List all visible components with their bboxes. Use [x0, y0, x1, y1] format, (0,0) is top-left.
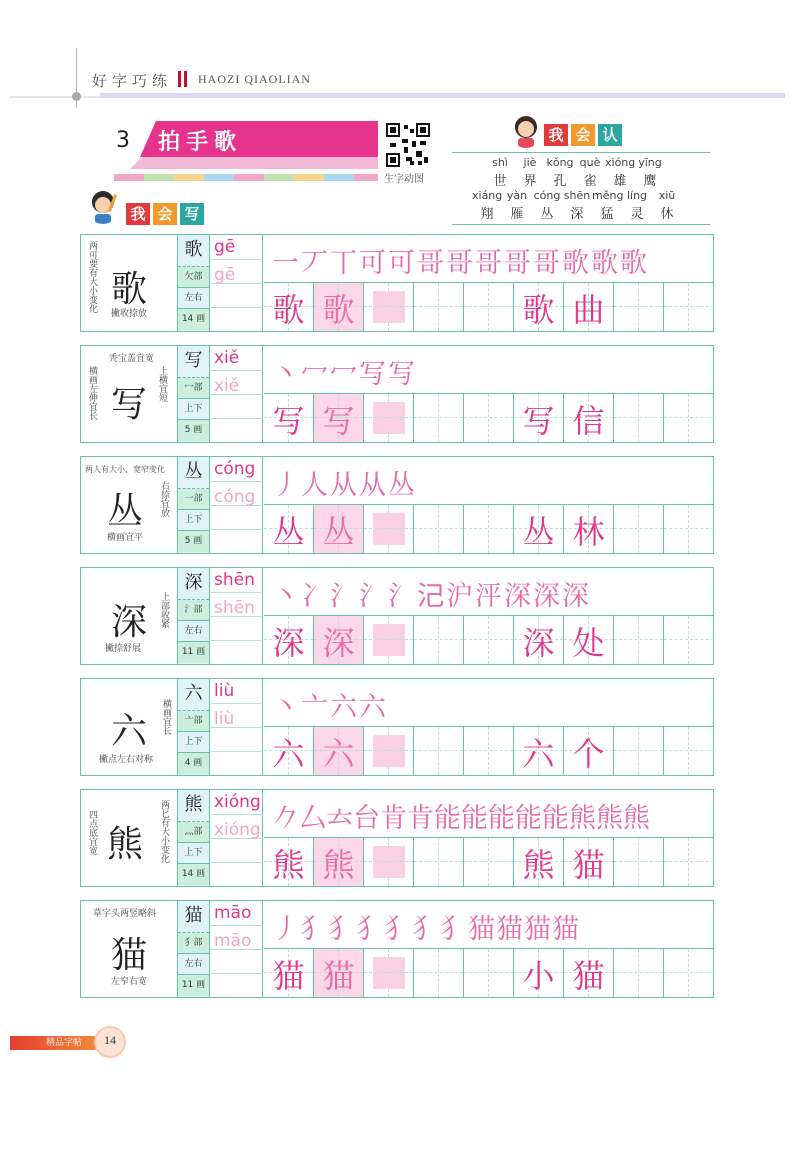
practice-cell[interactable]: 歌 [314, 283, 364, 331]
char-annotation: 左窄右宽 [111, 977, 148, 987]
stroke-sequence: 丶冖冖写写 [272, 359, 417, 390]
practice-cell[interactable] [464, 838, 514, 886]
pinyin-grid [211, 235, 263, 331]
recognize-item: què 雀 [579, 156, 601, 189]
side-char: 六 [178, 679, 209, 711]
practice-cell[interactable]: 小 [514, 949, 564, 997]
practice-cell[interactable] [664, 394, 714, 442]
char-annotation: 撇收捺放 [111, 309, 148, 319]
recognize-row-1 [485, 156, 665, 189]
practice-cell[interactable] [414, 727, 464, 775]
badge-hui: 会 [571, 124, 595, 146]
char-block-mao [80, 900, 714, 998]
pinyin-trace[interactable]: gē [214, 265, 236, 285]
recognize-item: yàn 雁 [506, 189, 528, 222]
practice-cell[interactable] [614, 616, 664, 664]
practice-cell[interactable]: 处 [564, 616, 614, 664]
practice-grid [264, 616, 714, 664]
recognize-item: xiū 休 [658, 189, 676, 222]
char-block-xie [80, 345, 714, 443]
radical-label: 冖部 [178, 378, 209, 399]
practice-cell[interactable] [664, 949, 714, 997]
practice-cell[interactable] [364, 394, 414, 442]
lesson-banner-shadow [130, 157, 378, 169]
practice-cell[interactable]: 林 [564, 505, 614, 553]
practice-cell[interactable] [464, 505, 514, 553]
practice-cell[interactable] [664, 283, 714, 331]
badge-wo: 我 [544, 124, 568, 146]
model-char: 熊 [107, 824, 144, 865]
pinyin: cóng [214, 459, 256, 479]
practice-cell[interactable] [464, 727, 514, 775]
pinyin-grid [211, 568, 263, 664]
char-info [81, 901, 178, 997]
char-info [81, 457, 178, 553]
practice-cell[interactable]: 熊 [264, 838, 314, 886]
practice-grid [264, 505, 714, 553]
badge-xie: 写 [180, 203, 204, 225]
practice-cell[interactable] [414, 394, 464, 442]
recognize-row-2 [472, 189, 682, 222]
practice-cell[interactable]: 深 [264, 616, 314, 664]
stroke-order-row [264, 790, 714, 838]
pinyin-grid [211, 790, 263, 886]
practice-cell[interactable] [664, 616, 714, 664]
lesson-stripe [114, 174, 378, 181]
char-annotation: 横画宜长 [161, 699, 171, 735]
qr-caption: 生字动图 [384, 174, 424, 185]
char-annotation: 右捺宜放 [159, 481, 169, 517]
practice-cell[interactable]: 写 [264, 394, 314, 442]
practice-cell[interactable]: 熊 [514, 838, 564, 886]
structure-label: 上下 [178, 843, 209, 864]
structure-label: 左右 [178, 954, 209, 975]
practice-cell[interactable] [614, 727, 664, 775]
girl-avatar-icon [510, 114, 542, 148]
stroke-sequence: 𠂊厶𠫓台肯肯能能能能能熊熊熊 [272, 803, 650, 834]
char-block-ge [80, 234, 714, 332]
practice-cell[interactable]: 猫 [314, 949, 364, 997]
recognize-item: kǒng 孔 [546, 156, 574, 189]
practice-cell[interactable] [614, 283, 664, 331]
stroke-sequence: 丶冫氵氵氵𣲆沪泙深深深 [272, 581, 591, 612]
practice-cell[interactable] [414, 838, 464, 886]
write-badges [126, 203, 204, 225]
radical-label: 犭部 [178, 933, 209, 954]
char-info [81, 235, 178, 331]
stroke-order-row [264, 457, 714, 505]
recognize-item: jiè 界 [523, 156, 537, 189]
structure-label: 上下 [178, 510, 209, 531]
practice-cell[interactable] [414, 283, 464, 331]
practice-cell[interactable]: 写 [514, 394, 564, 442]
radical-label: 灬部 [178, 822, 209, 843]
model-char: 歌 [111, 269, 148, 310]
char-info [81, 790, 178, 886]
char-annotation: 撇捺舒展 [105, 644, 142, 654]
practice-cell[interactable]: 丛 [514, 505, 564, 553]
stroke-count-label: 11 画 [178, 975, 209, 996]
stroke-sequence: 丿人从从丛 [272, 470, 417, 501]
stroke-order-row [264, 679, 714, 727]
char-side-panel [178, 457, 210, 553]
side-char: 猫 [178, 901, 209, 933]
stroke-order-row [264, 235, 714, 283]
char-block-shen [80, 567, 714, 665]
side-char: 深 [178, 568, 209, 600]
recognize-bottom-rule [452, 224, 710, 225]
qr-code-icon[interactable] [386, 123, 430, 167]
pinyin: xiě [214, 348, 240, 368]
practice-cell[interactable] [364, 283, 414, 331]
stroke-sequence: 一丆丅可可哥哥哥哥哥歌歌歌 [272, 248, 649, 279]
header-mark [178, 71, 187, 87]
model-char: 深 [111, 602, 148, 643]
pinyin: xióng [214, 792, 261, 812]
radical-label: 氵部 [178, 600, 209, 621]
pinyin: māo [214, 903, 252, 923]
stroke-count-label: 4 画 [178, 753, 209, 774]
radical-label: 欠部 [178, 267, 209, 288]
pinyin-trace[interactable]: xiě [214, 376, 240, 396]
char-side-panel [178, 901, 210, 997]
char-block-xiong [80, 789, 714, 887]
practice-cell[interactable]: 六 [514, 727, 564, 775]
practice-grid [264, 394, 714, 442]
structure-label: 左右 [178, 621, 209, 642]
char-info [81, 346, 178, 442]
structure-label: 上下 [178, 399, 209, 420]
model-char: 丛 [107, 491, 144, 532]
recognize-item: shēn 深 [563, 189, 591, 222]
practice-cell[interactable]: 猫 [564, 838, 614, 886]
char-annotation: 撇点左右对称 [99, 755, 154, 765]
structure-label: 左右 [178, 288, 209, 309]
practice-cell[interactable]: 歌 [264, 283, 314, 331]
char-info [81, 568, 178, 664]
pinyin-grid [211, 679, 263, 775]
practice-cell[interactable] [614, 838, 664, 886]
structure-label: 上下 [178, 732, 209, 753]
model-char: 猫 [111, 935, 148, 976]
side-char: 丛 [178, 457, 209, 489]
practice-cell[interactable] [614, 394, 664, 442]
practice-grid [264, 838, 714, 886]
practice-cell[interactable] [364, 949, 414, 997]
char-annotation: 草字头两竖略斜 [93, 909, 157, 919]
practice-cell[interactable]: 猫 [264, 949, 314, 997]
practice-cell[interactable] [464, 949, 514, 997]
char-side-panel [178, 679, 210, 775]
practice-cell[interactable]: 歌 [514, 283, 564, 331]
header-subtitle: HAOZI QIAOLIAN [198, 72, 311, 86]
recognize-item: cóng 丛 [533, 189, 561, 222]
char-annotation: 两匕有大小变化 [159, 800, 169, 863]
char-side-panel [178, 235, 210, 331]
char-side-panel [178, 568, 210, 664]
practice-cell[interactable] [364, 616, 414, 664]
char-annotation: 上横宜短 [157, 366, 167, 402]
stroke-count-label: 11 画 [178, 642, 209, 663]
pinyin-grid [211, 901, 263, 997]
page-number: 14 [104, 1033, 116, 1047]
stroke-count-label: 5 画 [178, 420, 209, 441]
char-annotation: 秃宝盖宜宽 [109, 354, 155, 364]
radical-label: 亠部 [178, 711, 209, 732]
char-info [81, 679, 178, 775]
practice-grid [264, 283, 714, 331]
practice-cell[interactable]: 深 [514, 616, 564, 664]
practice-cell[interactable] [664, 838, 714, 886]
recognize-top-rule [452, 152, 710, 153]
stroke-count-label: 5 画 [178, 531, 209, 552]
practice-cell[interactable]: 曲 [564, 283, 614, 331]
badge-wo: 我 [126, 203, 150, 225]
pinyin-trace[interactable]: shēn [214, 598, 255, 618]
pinyin-trace[interactable]: xióng [214, 820, 261, 840]
stroke-count-label: 14 画 [178, 864, 209, 885]
practice-cell[interactable] [614, 505, 664, 553]
pinyin: liù [214, 681, 235, 701]
practice-cell[interactable] [664, 505, 714, 553]
practice-cell[interactable] [414, 949, 464, 997]
char-block-cong [80, 456, 714, 554]
stroke-sequence: 丶亠六六 [272, 692, 388, 723]
pinyin-grid [211, 346, 263, 442]
side-char: 写 [178, 346, 209, 378]
char-annotation: 横画左伸宜长 [87, 366, 97, 420]
recognize-item: xiáng 翔 [472, 189, 503, 222]
boy-avatar-icon [86, 188, 120, 224]
model-char: 写 [111, 384, 148, 425]
practice-grid [264, 727, 714, 775]
practice-cell[interactable]: 深 [314, 616, 364, 664]
radical-label: 一部 [178, 489, 209, 510]
recognize-item: měng 猛 [592, 189, 624, 222]
char-annotation: 上部收紧 [159, 592, 169, 628]
pinyin: shēn [214, 570, 255, 590]
badge-hui: 会 [153, 203, 177, 225]
practice-cell[interactable]: 猫 [564, 949, 614, 997]
stroke-count-label: 14 画 [178, 309, 209, 330]
pinyin-grid [211, 457, 263, 553]
practice-cell[interactable] [464, 283, 514, 331]
footer-label: 精品字帖 [46, 1038, 83, 1048]
practice-cell[interactable] [664, 727, 714, 775]
pinyin: gē [214, 237, 236, 257]
side-char: 熊 [178, 790, 209, 822]
char-annotation: 两人有大小、宽窄变化 [85, 465, 165, 474]
stroke-sequence: 丿犭犭犭犭犭犭猫猫猫猫 [272, 914, 580, 945]
header-dot [72, 92, 81, 101]
pinyin-trace[interactable]: māo [214, 931, 252, 951]
char-annotation: 四点底宜宽 [87, 810, 97, 855]
practice-grid [264, 949, 714, 997]
recognize-item: líng 灵 [626, 189, 648, 222]
recognize-item: shì 世 [492, 156, 508, 189]
lesson-title: 拍手歌 [158, 130, 243, 155]
practice-cell[interactable] [364, 727, 414, 775]
stroke-order-row [264, 901, 714, 949]
practice-cell[interactable] [464, 394, 514, 442]
stroke-order-row [264, 568, 714, 616]
char-annotation: 两可要有大小变化 [87, 241, 97, 313]
practice-cell[interactable]: 六 [314, 727, 364, 775]
pinyin-trace[interactable]: liù [214, 709, 235, 729]
header-band [100, 93, 785, 98]
practice-cell[interactable] [364, 838, 414, 886]
char-side-panel [178, 346, 210, 442]
pinyin-trace[interactable]: cóng [214, 487, 256, 507]
practice-cell[interactable]: 个 [564, 727, 614, 775]
practice-cell[interactable]: 丛 [314, 505, 364, 553]
practice-cell[interactable]: 熊 [314, 838, 364, 886]
side-char: 歌 [178, 235, 209, 267]
char-annotation: 横画宜平 [107, 533, 144, 543]
char-block-liu [80, 678, 714, 776]
badge-ren: 认 [598, 124, 622, 146]
model-char: 六 [111, 711, 148, 752]
char-side-panel [178, 790, 210, 886]
practice-cell[interactable]: 丛 [264, 505, 314, 553]
header-title: 好字巧练 [92, 72, 173, 90]
practice-cell[interactable]: 信 [564, 394, 614, 442]
practice-cell[interactable] [464, 616, 514, 664]
practice-cell[interactable]: 六 [264, 727, 314, 775]
lesson-number: 3 [116, 128, 130, 153]
recognize-badges [544, 124, 622, 146]
stroke-order-row [264, 346, 714, 394]
recognize-item: xióng 雄 [605, 156, 636, 189]
practice-cell[interactable] [414, 505, 464, 553]
practice-cell[interactable] [614, 949, 664, 997]
practice-cell[interactable] [414, 616, 464, 664]
practice-cell[interactable] [364, 505, 414, 553]
recognize-item: yīng 鹰 [638, 156, 662, 189]
practice-cell[interactable]: 写 [314, 394, 364, 442]
